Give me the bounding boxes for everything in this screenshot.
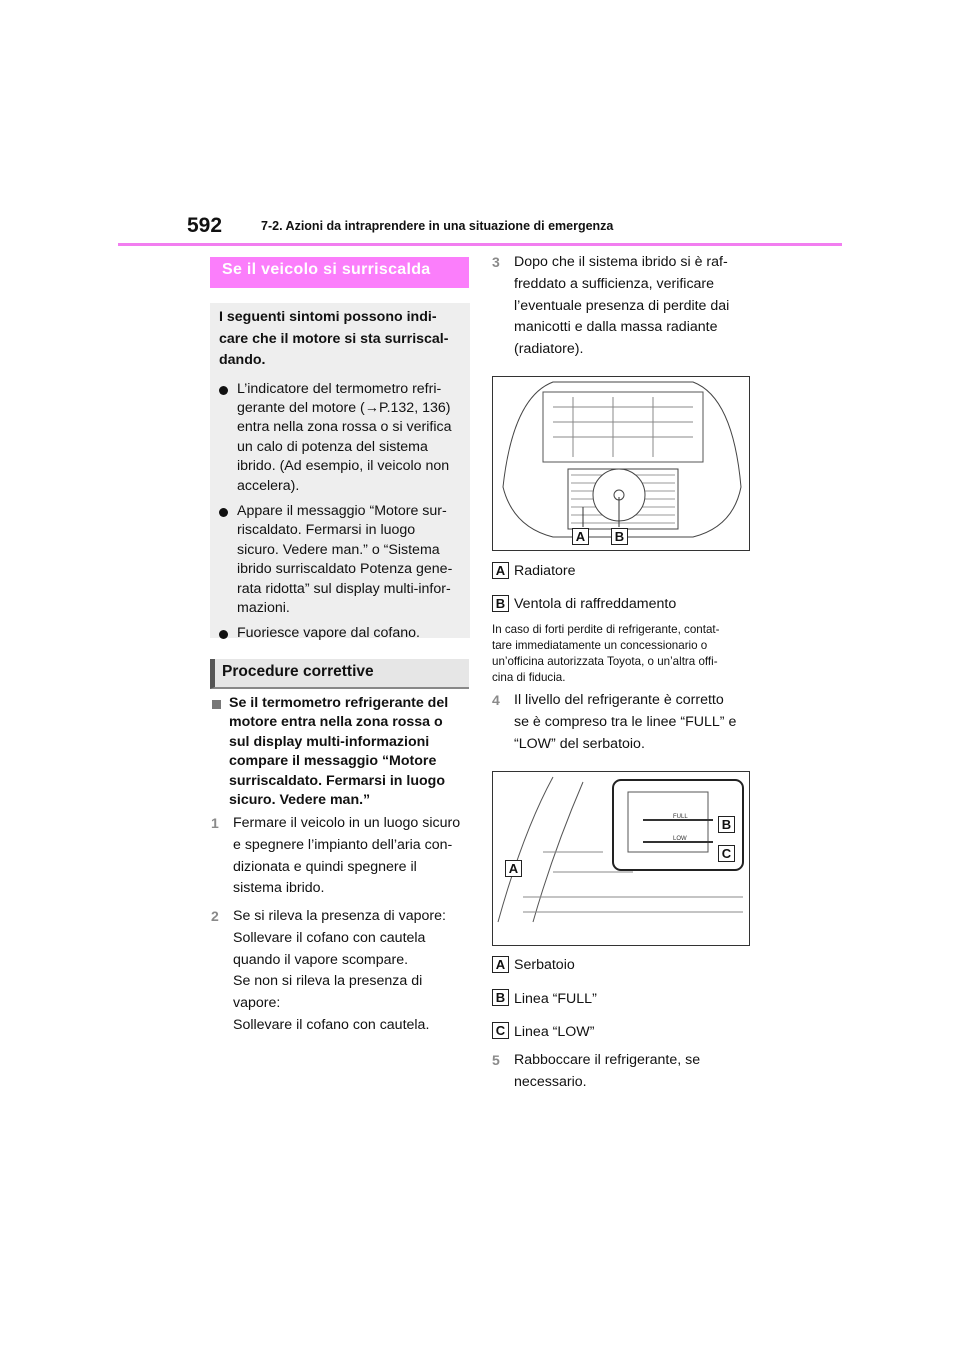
step-number: 4 — [492, 692, 500, 708]
bullet-item — [219, 502, 462, 618]
symptoms-intro: I seguenti sintomi possono indi- care che il motore si sta surriscal- dando. — [219, 309, 449, 368]
step-number: 1 — [211, 815, 219, 831]
callout-b: B — [611, 528, 628, 545]
callout-c: C — [718, 845, 735, 862]
chapter-title: 7-2. Azioni da intraprendere in una situazione di emergenza — [261, 219, 614, 233]
step-text: Se si rileva la presenza di vapore: Sollevare il cofano con cautela quando il vapore scompare. Se non si rileva la presenza di vapore: Sollevare il cofano con cautela. — [233, 908, 446, 1033]
bullet-text: Fuoriesce vapore dal cofano. — [237, 625, 420, 642]
bullet-item — [219, 380, 462, 496]
section-title-overheating: Se il veicolo si surriscalda — [210, 257, 469, 288]
bullet-text: Appare il messaggio “Motore sur- riscaldato. Fermarsi in luogo sicuro. Vedere man.” o “Sistema ibrido surriscaldato Potenza gene- rata ridotta” sul display multi-infor- mazioni. — [237, 502, 453, 616]
bullet-icon — [219, 630, 228, 639]
bullet-item — [219, 624, 462, 643]
legend-key: C — [492, 1022, 509, 1039]
callout-a: A — [572, 528, 589, 545]
legend-text: Serbatoio — [514, 957, 575, 973]
engine-bay-drawing — [493, 377, 749, 550]
legend-text: Linea “FULL” — [514, 991, 597, 1007]
low-mark: LOW — [673, 836, 687, 842]
radiator-illustration — [492, 376, 750, 551]
callout-b: B — [718, 816, 735, 833]
full-mark: FULL — [673, 814, 688, 820]
step-number: 5 — [492, 1052, 500, 1068]
symptoms-box — [210, 303, 470, 642]
procedure-subheading: Se il termometro refrigerante del motore entra nella zona rossa o sul display multi-informazioni compare il messaggio “Motore surriscaldato. Fermarsi in luogo sicuro. Vedere man.” — [229, 695, 449, 809]
bullet-icon — [219, 386, 228, 395]
square-bullet-icon — [212, 700, 221, 709]
page-number: 592 — [187, 214, 223, 237]
header-divider — [118, 243, 842, 246]
bullet-icon — [219, 508, 228, 517]
legend-key: B — [492, 989, 509, 1006]
step-text: Il livello del refrigerante è corretto se è compreso tra le linee “FULL” e “LOW” del serbatoio. — [514, 692, 737, 752]
step-text: Fermare il veicolo in un luogo sicuro e spegnere l’impianto dell’aria con- dizionata e quindi spegnere il sistema ibrido. — [233, 815, 461, 897]
reservoir-drawing — [493, 772, 749, 945]
legend-key: B — [492, 595, 509, 612]
step-number: 2 — [211, 908, 219, 924]
legend-text: Linea “LOW” — [514, 1024, 595, 1040]
callout-a: A — [505, 860, 522, 877]
bullet-text: L’indicatore del termometro refri- gerante del motore (→P.132, 136) entra nella zona rossa o si verifica un calo di potenza del sistema ibrido. (Ad esempio, il veicolo non accelera). — [237, 380, 452, 494]
legend-text: Ventola di raffreddamento — [514, 596, 677, 612]
legend-text: Radiatore — [514, 563, 576, 579]
legend-key: A — [492, 956, 509, 973]
step-text: Rabboccare il refrigerante, se necessario. — [514, 1052, 701, 1090]
step-text: Dopo che il sistema ibrido si è raf- freddato a sufficienza, verificare l’eventuale presenza di perdite dai manicotti e dalla massa radiante (radiatore). — [514, 254, 730, 358]
legend-key: A — [492, 562, 509, 579]
leak-note: In caso di forti perdite di refrigerante, contat- tare immediatamente un concessionario o un’officina autorizzata Toyota, o un’altra offi- cina di fiducia. — [492, 623, 720, 684]
reservoir-illustration — [492, 771, 750, 946]
step-number: 3 — [492, 254, 500, 270]
section-title-procedures: Procedure correttive — [210, 659, 469, 689]
